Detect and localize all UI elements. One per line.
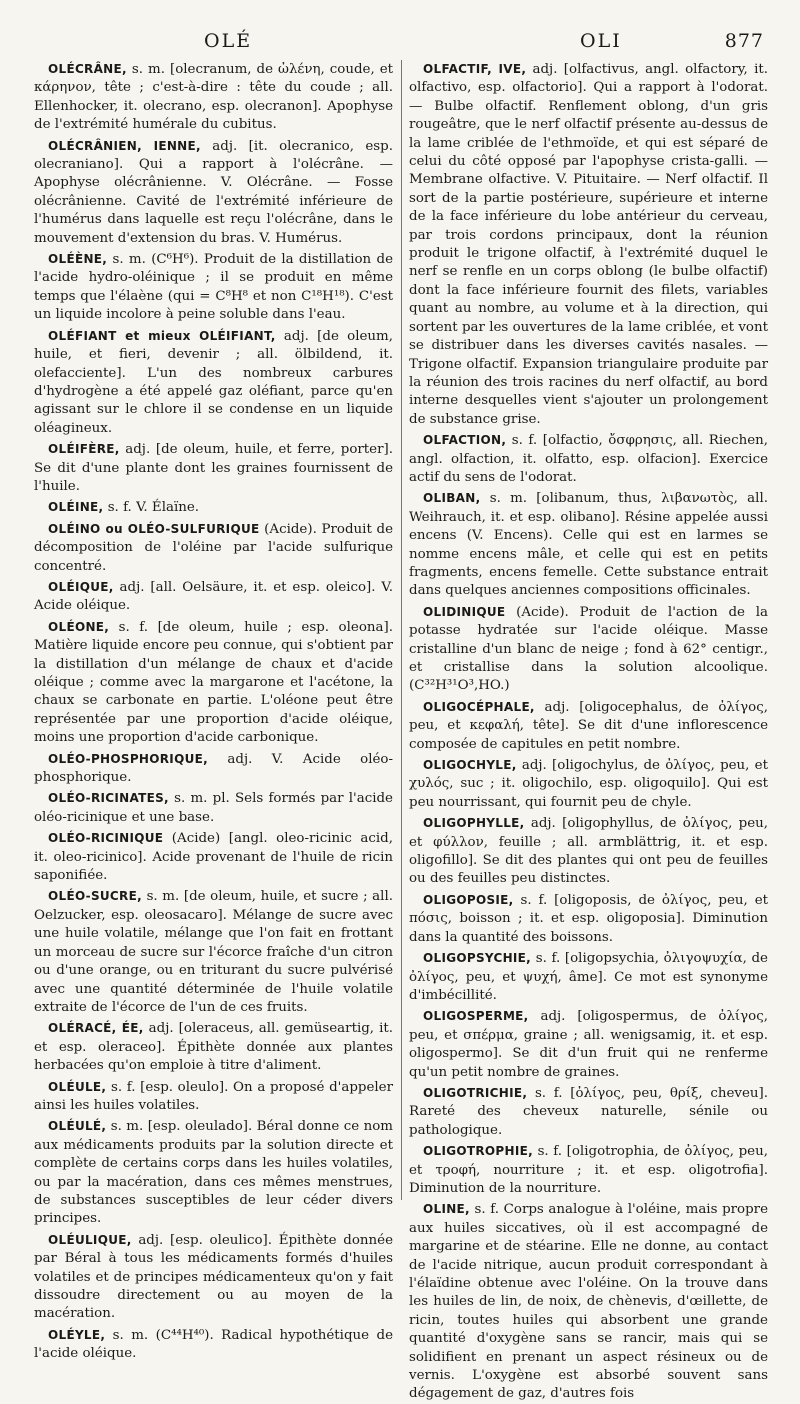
running-head-right: OLI bbox=[580, 30, 622, 52]
entry-grammar: s. f. bbox=[520, 892, 548, 908]
running-header bbox=[34, 24, 770, 54]
entry-grammar: s. f. bbox=[118, 619, 149, 635]
dictionary-entry bbox=[409, 949, 768, 1005]
entry-headword: OLÉIQUE, bbox=[48, 579, 114, 594]
entry-definition: Corps analogue à l'oléine, mais propre aux huiles siccatives, où il est accompagné de margarine et de stéarine. Elle ne donne, au contact de l'acide nitrique, aucun produit correspondant à l'élaïdine obtenue avec l'oléine. On la trouve dans les huiles de lin, de noix, de chènevis, d'œillette, de ricin, toutes huiles qui absorbent une grande quantité d'oxygène sans se rancir, mais qui se solidifient en prenant un aspect résineux ou de vernis. L'oxygène est absorbé souvent sans dégagement de gaz, d'autres fois bbox=[409, 1202, 769, 1402]
column-divider bbox=[401, 60, 402, 1200]
entry-grammar: s. f. bbox=[511, 433, 538, 449]
entry-grammar: adj. bbox=[283, 328, 309, 344]
entry-headword: OLÉRACÉ, ÉE, bbox=[48, 1021, 144, 1036]
dictionary-entry bbox=[34, 887, 393, 1017]
entry-grammar: s. f. bbox=[107, 500, 132, 516]
entry-headword: OLIBAN, bbox=[423, 491, 481, 506]
dictionary-entry bbox=[34, 60, 393, 135]
entry-grammar: s. m. bbox=[146, 889, 180, 905]
entry-headword: OLFACTION, bbox=[423, 433, 507, 448]
entry-definition: V. Acide oléo-phosphorique. bbox=[34, 751, 394, 786]
entry-grammar: adj. bbox=[521, 758, 547, 774]
entry-grammar: (Acide). bbox=[264, 521, 317, 537]
dictionary-entry bbox=[34, 520, 393, 576]
entry-grammar: adj. bbox=[148, 1021, 174, 1037]
dictionary-entry bbox=[409, 814, 768, 889]
entry-definition: [angl. oleo-ricinic acid, it. oleo-ricinico]. Acide provenant de l'huile de ricin saponifiée. bbox=[34, 831, 393, 884]
entry-definition: [de oleum, huile, et fieri, devenir ; all. ölbildend, it. olefacciente]. L'un des nombreux carbures d'hydrogène a été appelé gaz oléfiant, parce qu'en agissant sur le chlore il se condense en un liquide oléagineux. bbox=[34, 328, 394, 436]
entry-headword: OLIGOTROPHIE, bbox=[423, 1144, 533, 1159]
entry-grammar: adj. bbox=[544, 699, 570, 715]
entry-definition: [ὀλίγος, peu, θρίξ, cheveu]. Rareté des cheveux naturelle, sénile ou pathologique. bbox=[409, 1085, 768, 1138]
dictionary-entry bbox=[34, 1019, 393, 1075]
entry-grammar: s. m. bbox=[131, 62, 165, 77]
entry-definition: [oligospermus, de ὀλίγος, peu, et σπέρμα, graine ; all. wenigsamig, it. et esp. oligospermo]. Se dit d'un fruit qui ne renferme qu'un petit nombre de graines. bbox=[409, 1009, 768, 1080]
dictionary-entry bbox=[34, 829, 393, 885]
dictionary-entry bbox=[409, 1084, 768, 1140]
dictionary-entry bbox=[34, 1231, 393, 1324]
dictionary-entry bbox=[34, 1326, 393, 1364]
entry-grammar: s. f. bbox=[110, 1079, 136, 1095]
entry-definition: [oligophyllus, de ὀλίγος, peu, et φύλλον, feuille ; all. armblättrig, it. et esp. oligofillo]. Se dit des plantes qui ont peu de feuilles ou des feuilles peu distinctes. bbox=[409, 816, 769, 887]
entry-grammar: adj. bbox=[119, 579, 145, 595]
entry-headword: OLIGOPHYLLE, bbox=[423, 816, 525, 831]
entry-grammar: s. m. bbox=[112, 252, 146, 268]
entry-definition: [de oleum, huile ; esp. oleona]. Matière liquide encore peu connue, qui s'obtient par la distillation d'un mélange de chaux et d'acide oléique ; comme avec la margarone et l'acétone, la chaux se carbonate en partie. L'oléone peut être représentée par une proportion d'acide oléique, moins une proportion d'acide carbonique. bbox=[34, 619, 393, 746]
dictionary-entry bbox=[34, 1078, 393, 1116]
entry-headword: OLÉO-RICINATES, bbox=[48, 791, 169, 806]
dictionary-entry bbox=[34, 618, 393, 748]
entry-definition: [it. olecranico, esp. olecraniano]. Qui a rapport à l'olécrâne. — Apophyse olécrânienne. V. Olécrâne. — Fosse olécrânienne. Cavité de l'extrémité inférieure de l'humérus dans laquelle est reçu l'olécrâne, dans le mouvement d'extension du bras. V. Humérus. bbox=[34, 138, 393, 246]
entry-definition: [olibanum, thus, λιβανωτὸς, all. Weihrauch, it. et esp. olibano]. Résine appelée aussi encens (V. Encens). Celle qui est en larmes se nomme encens mâle, et celle qui est en petits fragments, encens femelle. Cette substance entrait dans quelques anciennes compositions officinales. bbox=[409, 491, 768, 599]
entry-headword: OLÉULE, bbox=[48, 1079, 107, 1094]
entry-grammar: adj. bbox=[540, 1009, 566, 1025]
entry-grammar: s. m. bbox=[112, 1327, 149, 1343]
two-column-body bbox=[34, 60, 770, 1404]
entry-grammar: adj. bbox=[212, 138, 238, 154]
dictionary-entry bbox=[409, 1200, 768, 1403]
entry-definition: [oleraceus, all. gemüseartig, it. et esp. oleraceo]. Épithète donnée aux plantes herbacées qu'on emploie à titre d'aliment. bbox=[34, 1021, 394, 1074]
entry-headword: OLIGOTRICHIE, bbox=[423, 1085, 528, 1100]
entry-definition: [oligocephalus, de ὀλίγος, peu, et κεφαλή, tête]. Se dit d'une inflorescence composée de capitules en petit nombre. bbox=[409, 699, 768, 752]
entry-headword: OLIDINIQUE bbox=[423, 604, 506, 619]
entry-headword: OLÉCRÂNE, bbox=[48, 62, 127, 76]
entry-grammar: (Acide). bbox=[516, 604, 569, 620]
entry-definition: [esp. oleulico]. Épithète donnée par Béral à tous les médicaments formés d'huiles volatiles et de principes médicamenteux qu'on y fait dissoudre directement ou au moyen de la macération. bbox=[34, 1232, 394, 1322]
entry-definition: [esp. oleulo]. On a proposé d'appeler ainsi les huiles volatiles. bbox=[34, 1079, 393, 1113]
dictionary-entry bbox=[34, 327, 393, 438]
entry-headword: OLIGOPOSIE, bbox=[423, 892, 514, 907]
entry-headword: OLFACTIF, IVE, bbox=[423, 62, 527, 76]
dictionary-entry bbox=[409, 756, 768, 812]
page-number: 877 bbox=[724, 30, 764, 52]
dictionary-entry bbox=[34, 250, 393, 325]
entry-definition: [oligoposis, de ὀλίγος, peu, et πόσις, boisson ; it. et esp. oligoposia]. Diminution dans la quantité des boissons. bbox=[409, 892, 768, 945]
dictionary-entry bbox=[409, 891, 768, 947]
entry-grammar: adj. bbox=[227, 751, 253, 767]
dictionary-entry bbox=[34, 750, 393, 788]
entry-headword: OLINE, bbox=[423, 1202, 470, 1217]
dictionary-entry bbox=[34, 578, 393, 616]
entry-definition: V. Élaïne. bbox=[136, 500, 200, 516]
entry-definition: [oligochylus, de ὀλίγος, peu, et χυλός, suc ; it. oligochilo, esp. oligoquilo]. Qui est peu nourrissant, qui fournit peu de chyle. bbox=[409, 758, 768, 810]
entry-headword: OLÉCRÂNIEN, IENNE, bbox=[48, 138, 201, 153]
dictionary-entry bbox=[34, 440, 393, 496]
entry-headword: OLÉÈNE, bbox=[48, 252, 108, 267]
dictionary-entry bbox=[409, 1142, 768, 1198]
entry-definition: Produit de décomposition de l'oléine par l'acide sulfurique concentré. bbox=[34, 521, 393, 574]
entry-definition: [olecranum, de ὠλένη, coude, et κάρηνον, tête ; c'est-à-dire : tête du coude ; all. Ellenhocker, it. olecrano, esp. olecranon]. Apophyse de l'extrémité humérale du cubitus. bbox=[34, 62, 394, 133]
entry-headword: OLÉO-PHOSPHORIQUE, bbox=[48, 751, 208, 766]
entry-grammar: adj. bbox=[138, 1232, 164, 1248]
entry-grammar: s. m. bbox=[489, 491, 528, 507]
entry-headword: OLÉULÉ, bbox=[48, 1119, 107, 1134]
entry-headword: OLIGOPSYCHIE, bbox=[423, 951, 532, 966]
left-column bbox=[34, 60, 393, 1404]
entry-headword: OLÉULIQUE, bbox=[48, 1232, 132, 1247]
entry-headword: OLÉYLE, bbox=[48, 1327, 106, 1342]
dictionary-entry bbox=[409, 431, 768, 487]
entry-definition: [oligotrophia, de ὀλίγος, peu, et τροφή, nourriture ; it. et esp. oligotrofia]. Diminution de la nourriture. bbox=[409, 1144, 768, 1196]
entry-headword: OLÉO-RICINIQUE bbox=[48, 831, 164, 846]
dictionary-entry bbox=[409, 60, 768, 429]
dictionary-entry bbox=[409, 603, 768, 696]
dictionary-entry bbox=[34, 137, 393, 248]
entry-definition: (C⁶H⁶). Produit de la distillation de l'acide hydro-oléinique ; il se produit en même temps que l'élaène (qui = C⁸H⁸ et non C¹⁸H¹⁸). C'est un liquide incolore à peine soluble dans l'eau. bbox=[34, 252, 393, 323]
entry-grammar: s. f. bbox=[474, 1202, 500, 1218]
entry-definition: [olfactivus, angl. olfactory, it. olfactivo, esp. olfactorio]. Qui a rapport à l'odorat. — Bulbe olfactif. Renflement oblong, d'un gris rougeâtre, que le nerf olfactif présente au-dessus de la lame criblée de l'ethmoïde, et qui est séparé de celui du côté opposé par l'apophyse crista-galli. — Membrane olfactive. V. Pituitaire. — Nerf olfactif. Il sort de la partie postérieure, supérieure et interne de la face inférieure du lobe antérieur du cerveau, par trois cordons principaux, dont la réunion produit le trigone olfactif, à l'extrémité duquel le nerf se renfle en un corps oblong (le bulbe olfactif) dont la face inférieure fournit des filets, variables quant au nombre, au volume et à la direction, qui sortent par les ouvertures de la lame criblée, et vont se distribuer dans les diverses cavités nasales. — Trigone olfactif. Expansion triangulaire produite par la réunion des trois racines du nerf olfactif, au bord interne desquelles vient s'ajouter un prolongement de substance grise. bbox=[409, 62, 768, 427]
entry-grammar: s. f. bbox=[537, 1144, 563, 1160]
entry-definition: [all. Oelsäure, it. et esp. oleico]. V. Acide oléique. bbox=[34, 579, 393, 614]
entry-definition: [de oleum, huile, et ferre, porter]. Se dit d'une plante dont les graines fournissent de l'huile. bbox=[34, 442, 393, 494]
entry-headword: OLIGOCHYLE, bbox=[423, 758, 517, 773]
dictionary-entry bbox=[409, 698, 768, 754]
entry-grammar: adj. bbox=[532, 62, 558, 77]
dictionary-entry bbox=[409, 1007, 768, 1082]
entry-headword: OLIGOCÉPHALE, bbox=[423, 699, 535, 714]
entry-definition: [esp. oleulado]. Béral donne ce nom aux médicaments produits par la solution directe et complète de certains corps dans les huiles volatiles, ou par la macération, dans ces mêmes menstrues, de substances susceptibles de leur céder divers principes. bbox=[34, 1119, 393, 1227]
entry-grammar: s. f. bbox=[535, 951, 561, 967]
entry-headword: OLÉINO ou OLÉO-SULFURIQUE bbox=[48, 521, 260, 536]
dictionary-entry bbox=[34, 498, 393, 517]
entry-headword: OLÉONE, bbox=[48, 619, 110, 634]
entry-definition: Sels formés par l'acide oléo-ricinique et une base. bbox=[34, 791, 393, 825]
entry-grammar: s. f. bbox=[534, 1085, 563, 1101]
entry-grammar: adj. bbox=[125, 442, 151, 458]
entry-grammar: adj. bbox=[530, 816, 556, 832]
entry-grammar: (Acide) bbox=[171, 831, 221, 847]
entry-definition: [de oleum, huile, et sucre ; all. Oelzucker, esp. oleosacaro]. Mélange de sucre avec une huile volatile, mélange que l'on fait en frottant un morceau de sucre sur l'écorce fraîche d'un citron ou d'une orange, ou en triturant du sucre pulvérisé avec une quantité déterminée de l'huile volatile extraite de l'écorce de l'un de ces fruits. bbox=[34, 889, 393, 1015]
entry-grammar: s. m. bbox=[110, 1119, 144, 1135]
entry-grammar: s. m. pl. bbox=[174, 791, 230, 807]
dictionary-entry bbox=[409, 489, 768, 600]
dictionary-entry bbox=[34, 1117, 393, 1228]
right-column bbox=[409, 60, 768, 1404]
entry-definition: (C⁴⁴H⁴⁰). Radical hypothétique de l'acide oléique. bbox=[34, 1327, 393, 1362]
entry-headword: OLÉO-SUCRE, bbox=[48, 889, 142, 904]
entry-headword: OLÉIFÈRE, bbox=[48, 442, 120, 457]
entry-definition: [olfactio, ὄσφρησις, all. Riechen, angl. olfaction, it. olfatto, esp. olfacion]. Exercice actif du sens de l'odorat. bbox=[409, 433, 768, 485]
entry-headword: OLIGOSPERME, bbox=[423, 1009, 529, 1024]
dictionary-entry bbox=[34, 789, 393, 827]
entry-headword: OLÉINE, bbox=[48, 500, 104, 515]
entry-definition: Produit de l'action de la potasse hydratée sur l'acide oléique. Masse cristalline d'un blanc de neige ; fond à 62° centigr., et cristallise dans la solution alcoolique. (C³²H³¹O³,HO.) bbox=[409, 604, 768, 694]
entry-definition: [oligopsychia, ὀλιγοψυχία, de ὀλίγος, peu, et ψυχή, âme]. Ce mot est synonyme d'imbécillité. bbox=[409, 951, 768, 1003]
running-head-left: OLÉ bbox=[204, 30, 253, 52]
entry-headword: OLÉFIANT et mieux OLÉIFIANT, bbox=[48, 328, 276, 343]
